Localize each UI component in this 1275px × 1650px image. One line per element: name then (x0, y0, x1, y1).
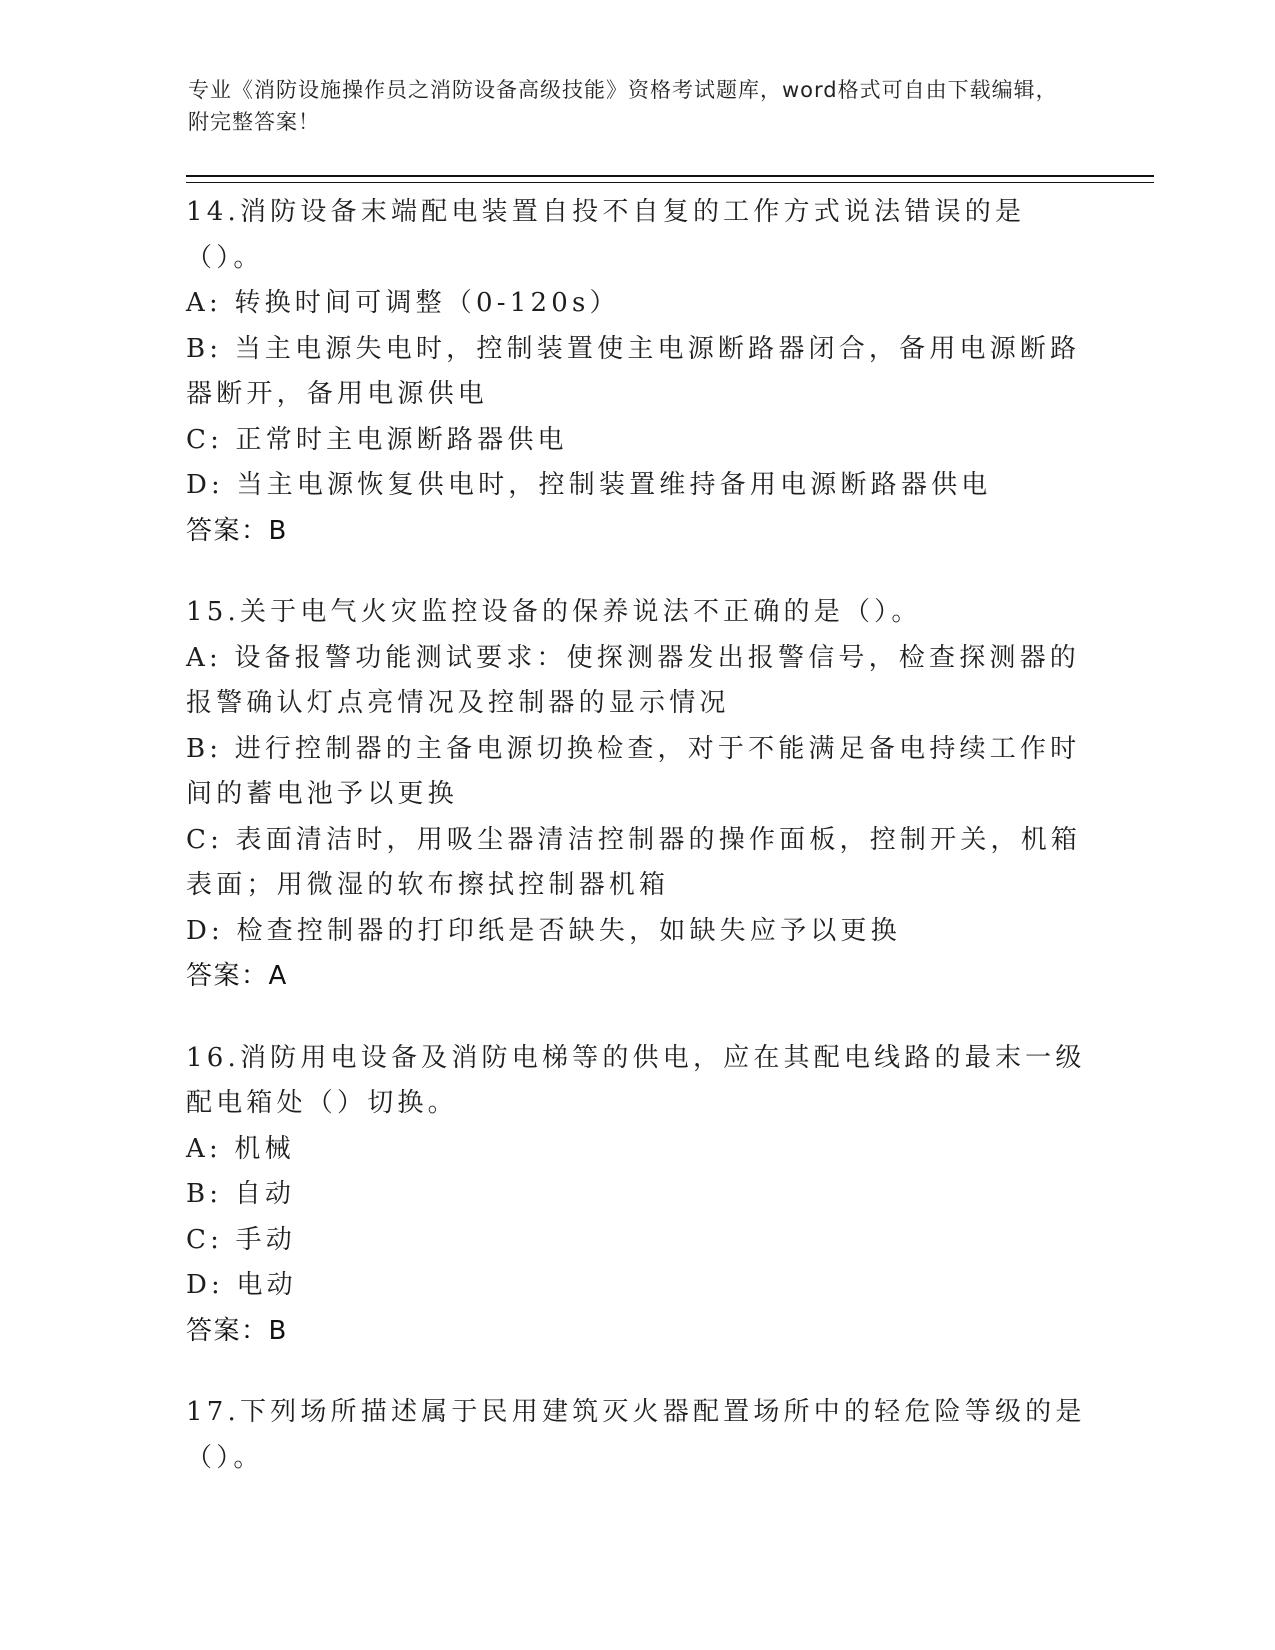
header-rule-thick (186, 175, 1154, 177)
question-16 (186, 1036, 1086, 1355)
header-rule-thin (186, 182, 1154, 183)
option-a: A: 转换时间可调整（0-120s） (186, 288, 620, 318)
question-stem: 16.消防用电设备及消防电梯等的供电，应在其配电线路的最末一级配电箱处（）切换。 (186, 1042, 1086, 1118)
answer: 答案：A (186, 961, 288, 991)
option-b: B: 自动 (186, 1179, 296, 1209)
option-c: C: 手动 (186, 1224, 296, 1255)
question-stem: 17.下列场所描述属于民用建筑灭火器配置场所中的轻危险等级的是（）。 (186, 1397, 1086, 1473)
option-d: D: 电动 (186, 1270, 297, 1300)
option-d: D: 检查控制器的打印纸是否缺失，如缺失应予以更换 (186, 915, 901, 946)
option-a: A: 机械 (186, 1133, 295, 1164)
question-15 (186, 590, 1086, 1000)
question-list (186, 190, 1086, 1517)
question-stem: 14.消防设备末端配电装置自投不自复的工作方式说法错误的是（）。 (186, 197, 1026, 273)
option-a: A: 设备报警功能测试要求：使探测器发出报警信号，检查探测器的报警确认灯点亮情况及控制器的显示情况 (186, 642, 1081, 718)
document-header: 专业《消防设施操作员之消防设备高级技能》资格考试题库，word格式可自由下载编辑，附完整答案！ (188, 78, 1058, 134)
answer: 答案：B (186, 1315, 288, 1346)
option-d: D: 当主电源恢复供电时，控制装置维持备用电源断路器供电 (186, 470, 992, 500)
option-c: C: 正常时主电源断路器供电 (186, 424, 568, 455)
answer: 答案：B (186, 515, 288, 546)
question-17 (186, 1390, 1086, 1481)
question-stem: 15.关于电气火灾监控设备的保养说法不正确的是（）。 (186, 597, 922, 627)
option-b: B: 当主电源失电时，控制装置使主电源断路器闭合，备用电源断路器断开，备用电源供电 (186, 333, 1081, 409)
option-c: C: 表面清洁时，用吸尘器清洁控制器的操作面板，控制开关，机箱表面；用微湿的软布擦拭控制器机箱 (186, 824, 1082, 900)
question-14 (186, 190, 1086, 554)
option-b: B: 进行控制器的主备电源切换检查，对于不能满足备电持续工作时间的蓄电池予以更换 (186, 733, 1081, 809)
